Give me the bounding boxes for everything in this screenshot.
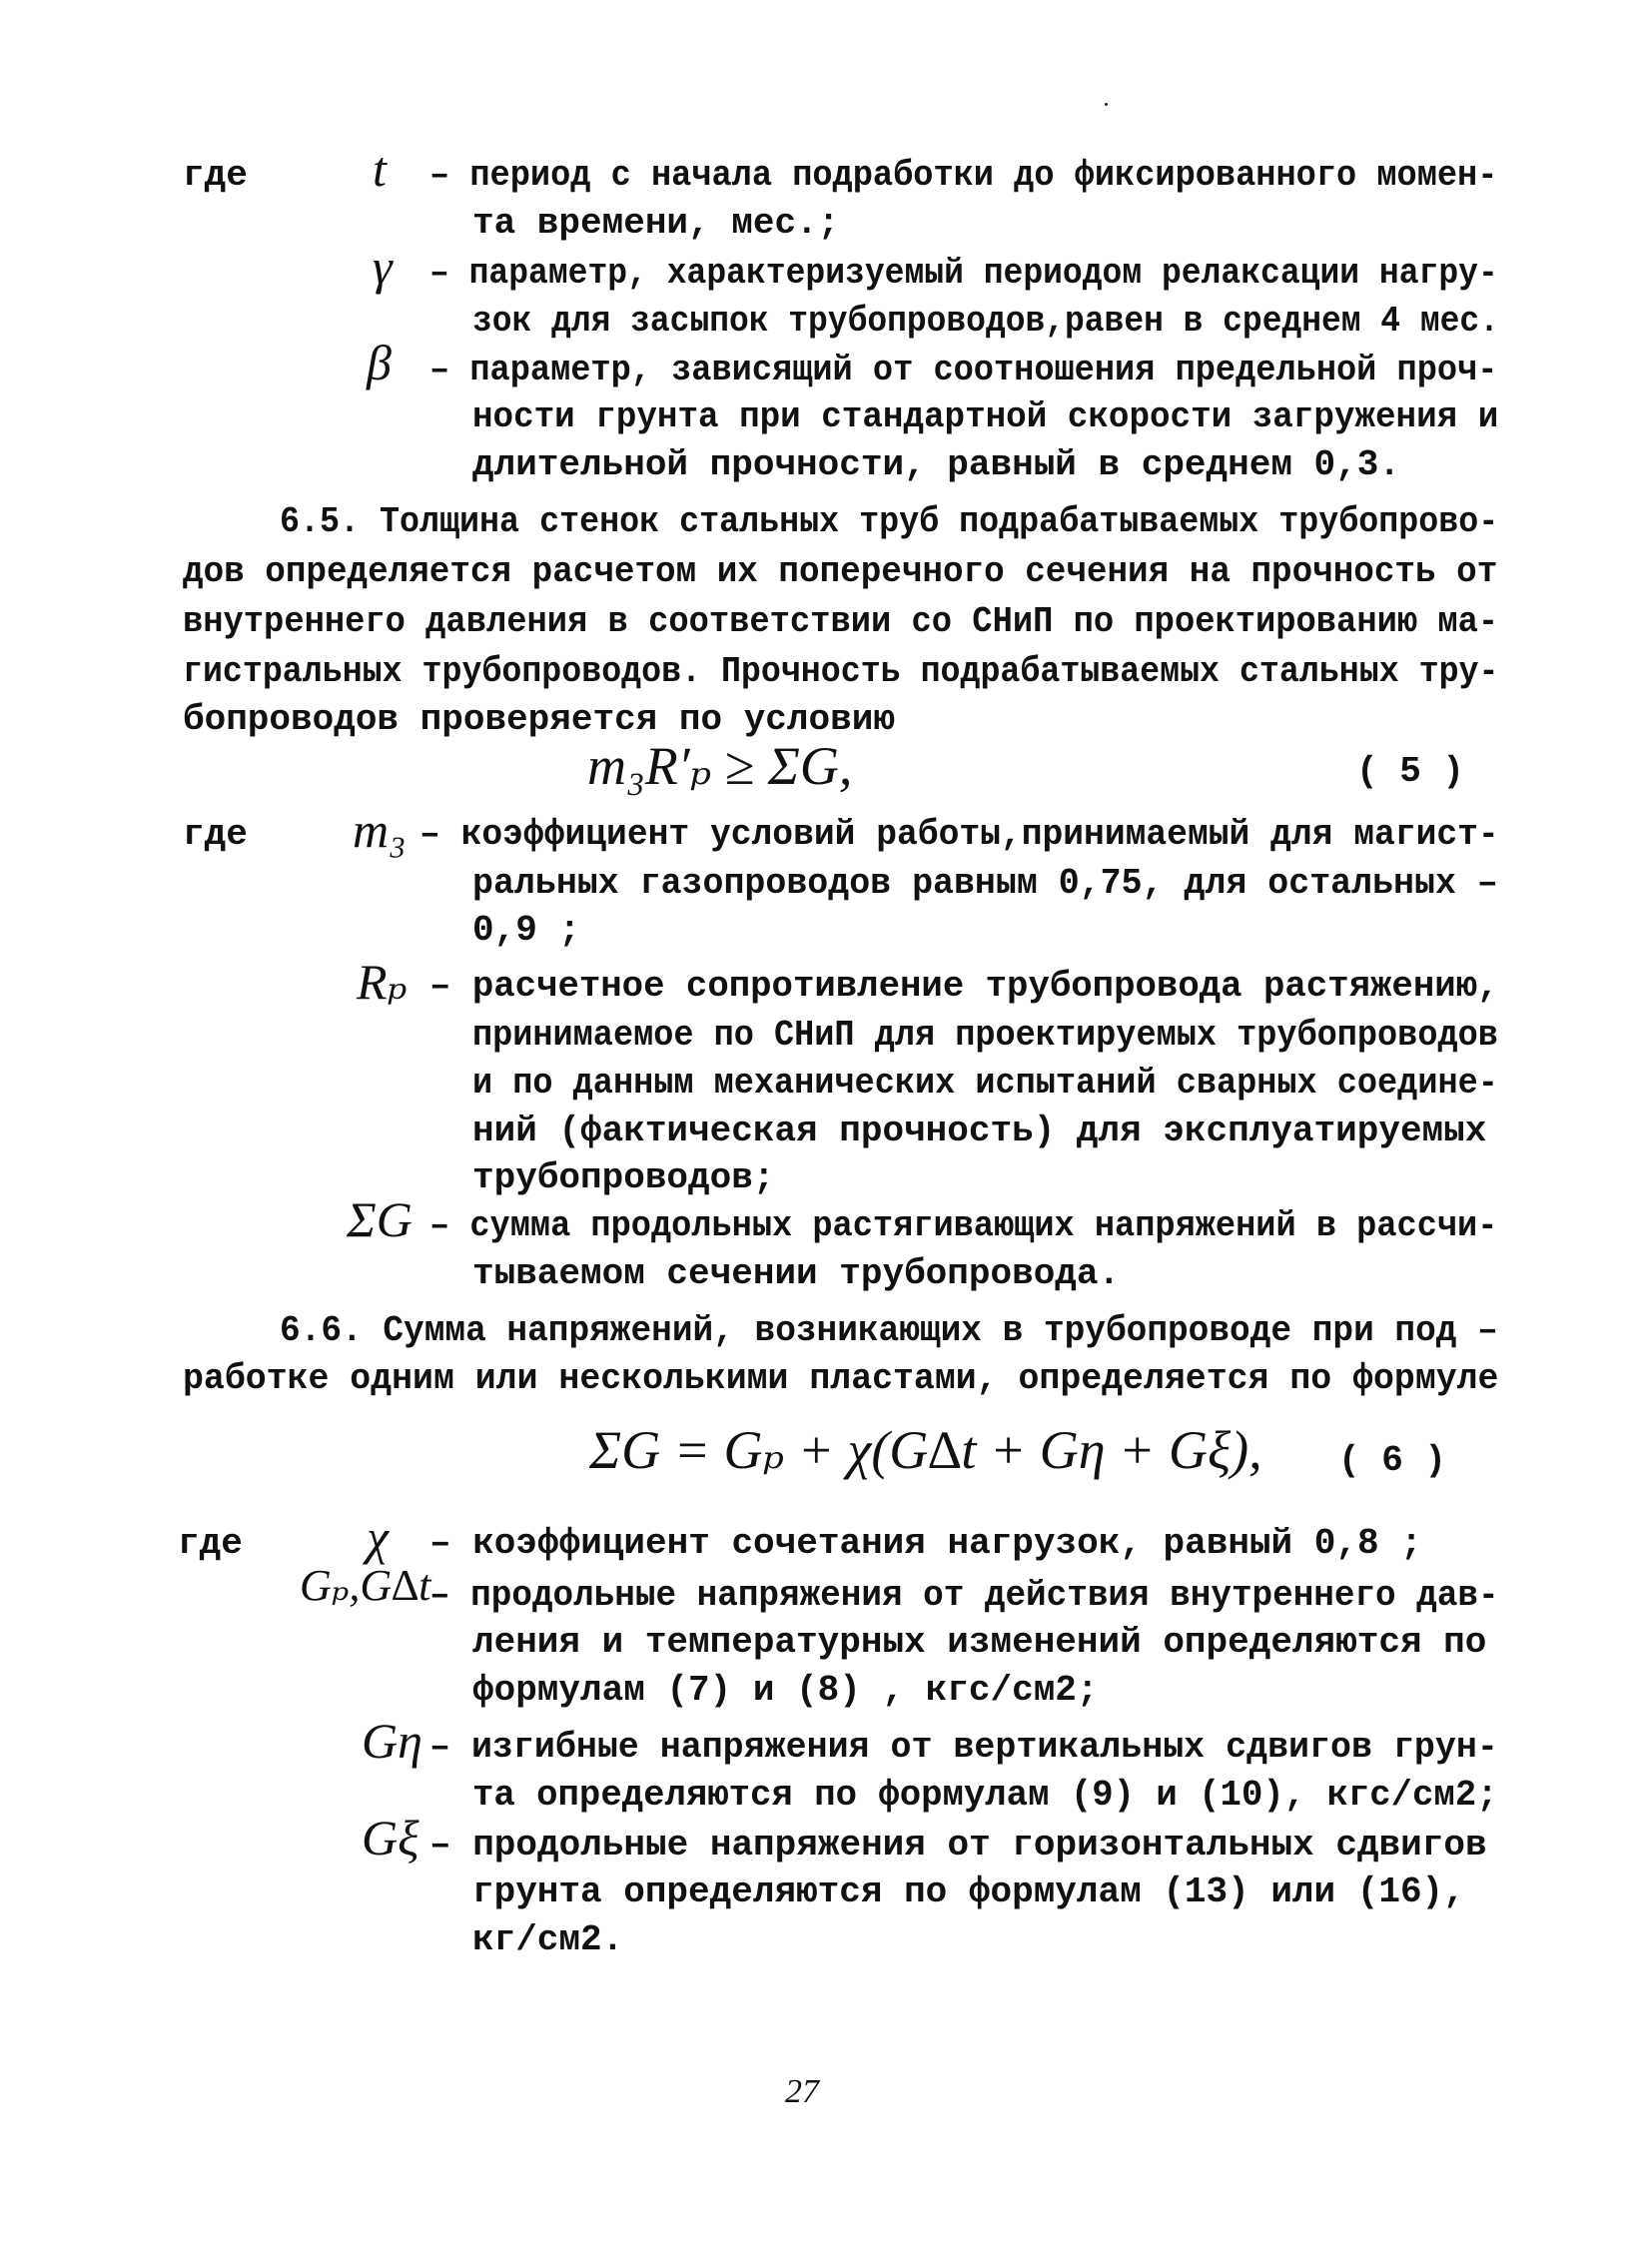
def-beta-line-2: ности грунта при стандартной скорости загружения и xyxy=(472,396,1499,437)
symbol-rp: Rₚ xyxy=(357,954,408,1010)
equation-number-5: ( 5 ) xyxy=(1356,751,1465,792)
para-6-5-line-2: дов определяется расчетом их поперечного сечения на прочность от xyxy=(183,551,1498,592)
def-g-xi-line-3: кг/см2. xyxy=(472,1919,624,1960)
symbol-g-eta: Gη xyxy=(362,1713,422,1769)
def-gamma-line-1: – параметр, характеризуемый периодом релаксации нагру- xyxy=(429,253,1498,294)
def-rp-line-2: принимаемое по СНиП для проектируемых трубопроводов xyxy=(472,1015,1498,1056)
def-sum-sigma-line-1: – сумма продольных растягивающих напряжений в рассчи- xyxy=(429,1205,1498,1246)
symbol-m3: m₃ xyxy=(353,802,407,858)
para-6-5-line-3: внутреннего давления в соответствии со СНиП по проектированию ма- xyxy=(183,601,1499,642)
def-m3-line-3: 0,9 ; xyxy=(472,910,581,951)
page-number: 27 xyxy=(785,2073,819,2110)
def-g-eta-line-2: та определяются по формулам (9) и (10), кгс/см2; xyxy=(472,1775,1498,1816)
def-t-line-1: – период с начала подработки до фиксированного момен- xyxy=(429,155,1498,196)
equation-number-6: ( 6 ) xyxy=(1338,1440,1447,1481)
def-gp-gdt-line-2: ления и температурных изменений определяются по xyxy=(472,1622,1487,1663)
scan-speck xyxy=(1105,103,1108,106)
formula-6: ΣG = Gₚ + χ(G∆t + Gη + Gξ), xyxy=(589,1420,1262,1480)
where-label-2: где xyxy=(183,814,248,855)
para-6-6-line-2: работке одним или несколькими пластами, определяется по формуле xyxy=(183,1358,1499,1399)
para-6-6-line-1: 6.6. Сумма напряжений, возникающих в трубопроводе при под – xyxy=(280,1310,1498,1351)
def-rp-line-5: трубопроводов; xyxy=(472,1157,775,1198)
def-g-eta-line-1: – изгибные напряжения от вертикальных сдвигов грун- xyxy=(429,1727,1498,1768)
def-beta-line-1: – параметр, зависящий от соотношения предельной проч- xyxy=(429,350,1498,390)
def-rp-line-4: ний (фактическая прочность) для эксплуатируемых xyxy=(472,1111,1487,1151)
def-gp-gdt-line-3: формулам (7) и (8) , кгс/см2; xyxy=(472,1670,1099,1711)
where-label-1: где xyxy=(183,155,248,196)
para-6-5-line-5: бопроводов проверяется по условию xyxy=(183,699,895,740)
formula-5: m₃R′ₚ ≥ ΣG, xyxy=(587,736,853,796)
symbol-gamma: γ xyxy=(373,239,393,295)
def-sum-sigma-line-2: тываемом сечении трубопровода. xyxy=(472,1253,1121,1294)
para-6-5-line-1: 6.5. Толщина стенок стальных труб подрабатываемых трубопрово- xyxy=(280,501,1499,542)
def-g-xi-line-2: грунта определяются по формулам (13) или (16), xyxy=(472,1871,1465,1912)
def-chi-line-1: – коэффициент сочетания нагрузок, равный 0,8 ; xyxy=(429,1523,1422,1564)
symbol-t: t xyxy=(373,141,387,197)
def-beta-line-3: длительной прочности, равный в среднем 0,3. xyxy=(472,444,1400,485)
def-t-line-2: та времени, мес.; xyxy=(472,203,840,244)
def-rp-line-3: и по данным механических испытаний сварных соедине- xyxy=(472,1063,1498,1104)
symbol-gp-gdt: Gₚ,G∆t xyxy=(300,1561,431,1610)
def-rp-line-1: – расчетное сопротивление трубопровода растяжению, xyxy=(429,966,1499,1007)
symbol-chi: χ xyxy=(367,1509,389,1565)
symbol-sum-sigma: ΣG xyxy=(347,1191,413,1247)
def-gamma-line-2: зок для засыпок трубопроводов,равен в среднем 4 мес. xyxy=(472,301,1499,342)
where-label-3: где xyxy=(178,1523,243,1564)
symbol-g-xi: Gξ xyxy=(362,1810,419,1866)
def-gp-gdt-line-1: – продольные напряжения от действия внутреннего дав- xyxy=(429,1575,1499,1616)
def-m3-line-1: – коэффициент условий работы,принимаемый для магист- xyxy=(419,814,1499,855)
def-m3-line-2: ральных газопроводов равным 0,75, для остальных – xyxy=(472,863,1498,904)
def-g-xi-line-1: – продольные напряжения от горизонтальных сдвигов xyxy=(429,1825,1487,1866)
para-6-5-line-4: гистральных трубопроводов. Прочность подрабатываемых стальных тру- xyxy=(183,651,1499,692)
symbol-beta: β xyxy=(367,335,392,390)
